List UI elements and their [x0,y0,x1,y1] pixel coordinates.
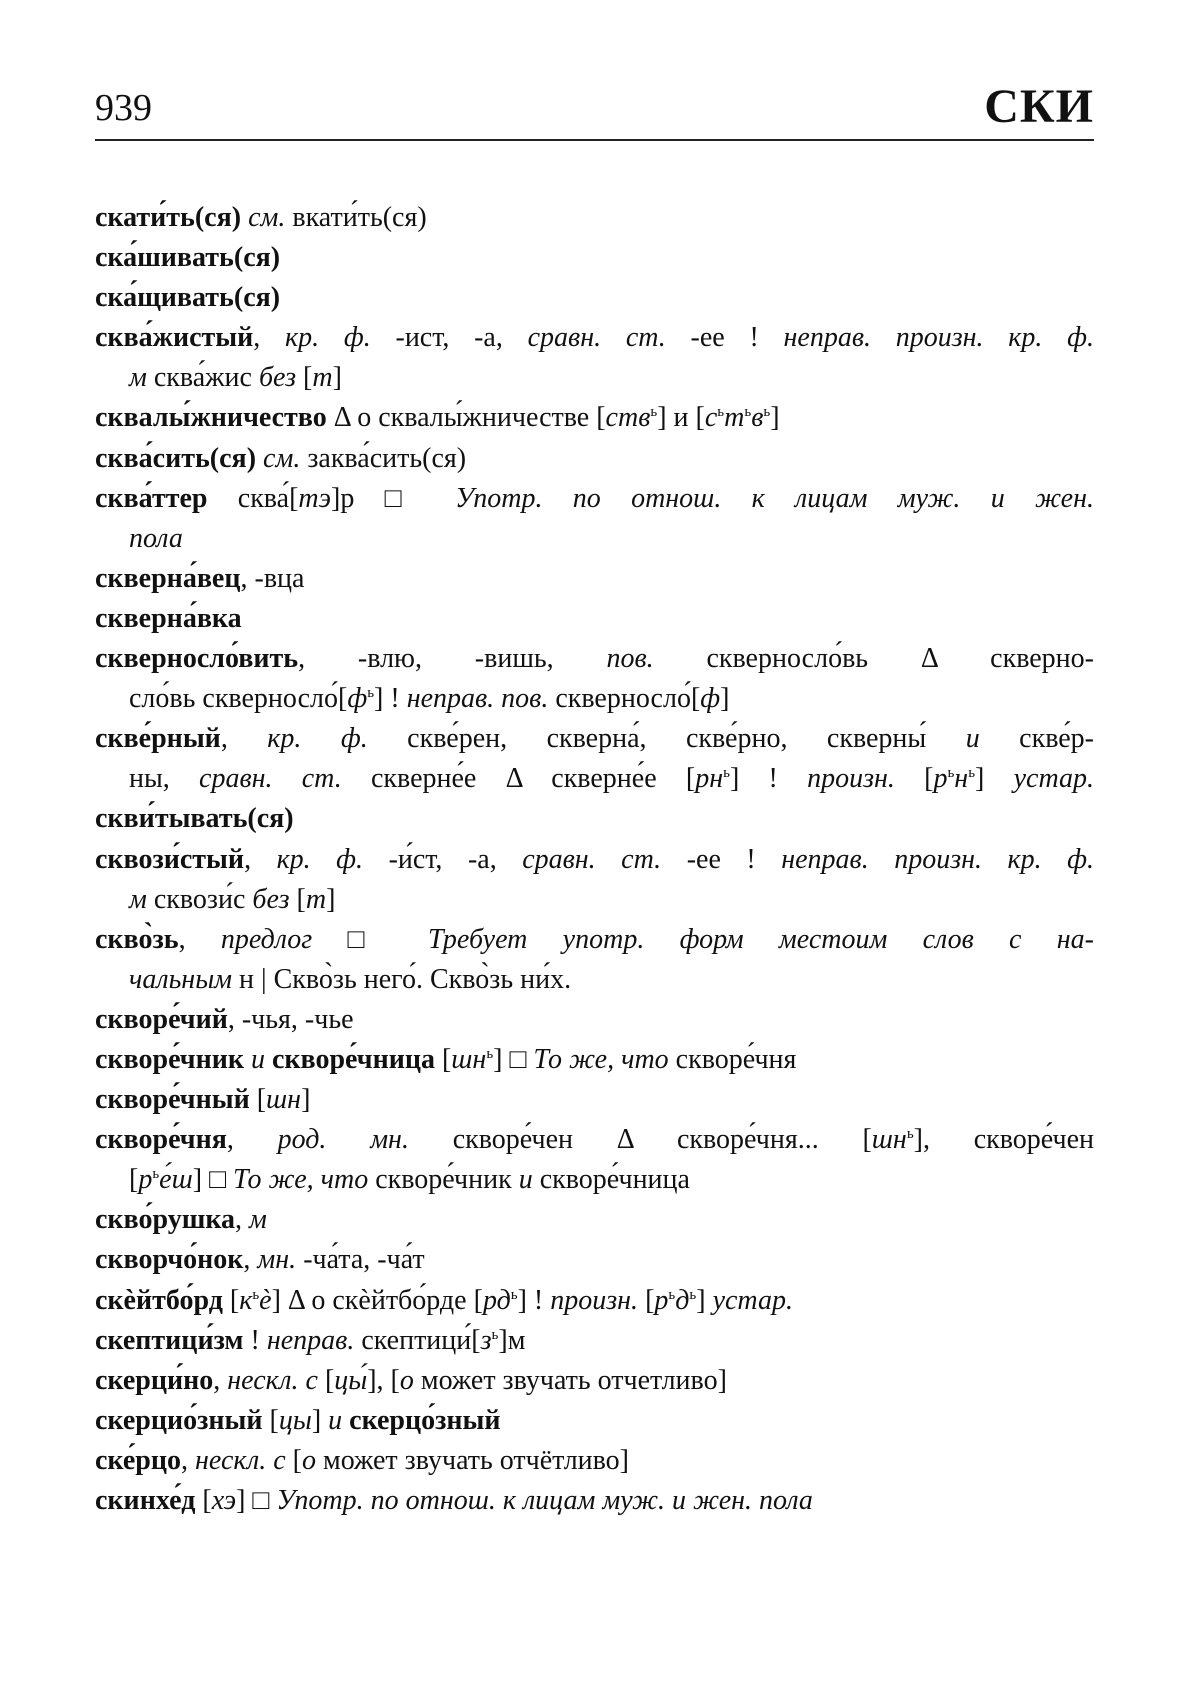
entry-text: сло́вь скверносло́[ [129,683,348,715]
entry-text: сква́[ [207,482,299,514]
entry-text: ] [311,1404,329,1436]
softness-mark: ь [252,1286,260,1303]
italic-label: устар. [712,1284,793,1316]
entry-text: скве́р- [979,723,1094,755]
italic-label: и [328,1404,343,1436]
italic-label: устар. [1013,763,1094,795]
italic-label: нескл. с [195,1444,286,1476]
entry-line [95,1321,1094,1361]
headword: скверносло́вить [95,643,299,675]
headword: скворе́чня [95,1124,227,1156]
entry-text: ] [975,763,1014,795]
softness-mark: ь [486,1045,494,1062]
italic-label: сравн. ст. [199,763,342,795]
italic-label: р [933,763,948,795]
softness-mark: ь [744,404,752,421]
italic-label: т [312,362,333,394]
italic-label: неправ. [266,1324,355,1356]
italic-label: неправ. произн. кр. ф. [781,843,1094,875]
entry-line [95,1000,1094,1040]
italic-label: тэ [298,482,331,514]
entry-text: сквози́с [146,883,253,915]
italic-label: м [129,362,147,394]
entry-text: ] □ [192,1164,233,1196]
softness-mark: ь [668,1286,676,1303]
entry-text: ] и [ [657,402,705,434]
entry-text: ] [696,1284,713,1316]
entry-text: □ [312,923,429,955]
italic-label: неправ. произн. кр. ф. [783,322,1094,354]
entry-text: , -влю, -вишь, [298,643,607,675]
italic-label: з [480,1324,492,1356]
entry-line [95,1120,1094,1160]
headword: скверна́вка [95,602,242,634]
entry-continuation-line [95,679,1094,719]
entry-text: , [226,1124,278,1156]
entry-line [95,1281,1094,1321]
italic-label: шн [451,1043,487,1075]
italic-label: Употр. по отнош. к лицам муж. и жен. [455,482,1094,514]
entry-text: , -вца [240,562,305,594]
entry-line [95,278,1094,318]
italic-label: без [258,362,297,394]
italic-label: чальным [129,963,233,995]
entry-text: ] [720,683,730,715]
italic-label: ѐ [259,1284,272,1316]
entry-text: , [244,843,277,875]
italic-label: м [129,883,147,915]
softness-mark: ь [906,1126,914,1143]
headword: скво̀зь [95,923,179,955]
entry-text: [ [195,1485,212,1516]
entry-text: скверносло́[ [548,683,701,715]
entry-text: , [235,1204,250,1236]
italic-label: о [302,1444,316,1476]
entry-text: ] [332,362,342,394]
entry-text: н | Скво̀зь него́. Скво̀зь ни́х. [232,963,572,995]
italic-label: пов. [606,643,654,675]
softness-mark: ь [689,1286,697,1303]
italic-label: н [954,763,969,795]
headword: скинхе́д [95,1485,196,1516]
softness-mark: ь [650,404,658,421]
entry-text: ] ! [729,763,808,795]
entry-text: , [220,723,268,755]
entry-text: -и́ст, -а, [363,843,523,875]
softness-mark: ь [510,1286,518,1303]
italic-label: цы [278,1404,312,1436]
entry-text: может звучать отчетливо] [413,1364,727,1396]
entry-text: , [178,923,221,955]
italic-label: в [751,402,764,434]
entry-text: скворе́чница [532,1164,690,1196]
entry-text: [ [285,1444,302,1476]
entry-text: -ист, -а, [370,322,528,354]
entry-line [95,439,1094,479]
entry-text: скворе́чня [668,1043,797,1075]
italic-label: р [654,1284,669,1316]
italic-label: род. мн. [277,1124,409,1156]
headword: скворе́чный [95,1084,250,1116]
softness-mark: ь [968,765,976,782]
italic-label: ф [347,683,368,715]
headword: ска́шивать(ся) [95,242,281,274]
entry-line [95,238,1094,278]
entry-line [95,639,1094,679]
italic-label: и [518,1164,533,1196]
entry-text: ] ! [374,683,407,715]
entry-line [95,599,1094,639]
italic-label: Употр. по отнош. к лицам муж. и жен. пола [276,1485,813,1516]
entry-line [95,318,1094,358]
headword: ска́щивать(ся) [95,282,281,314]
entry-continuation-line [95,880,1094,920]
headword: сква́жистый [95,322,254,354]
headword: скерци́но [95,1364,214,1396]
italic-label: нескл. с [227,1364,318,1396]
entry-text: -ее ! [665,322,784,354]
entry-line [95,1200,1094,1240]
headword: скви́тывать(ся) [95,803,294,835]
entry-text: ны, [129,763,200,795]
italic-label: произн. [550,1284,639,1316]
softness-mark: ь [367,685,375,702]
italic-label: кр. ф. [276,843,364,875]
italic-label: неправ. пов. [406,683,549,715]
entry-text: -ча́та, -ча́т [296,1244,425,1276]
entry-line [95,559,1094,599]
entry-continuation-line [95,358,1094,398]
softness-mark: ь [947,765,955,782]
italic-label: см. [241,202,286,233]
italic-label: т [724,402,745,434]
entry-line [95,920,1094,960]
entry-line [95,719,1094,759]
entry-text: , [213,1364,228,1396]
entry-text: ] □ [493,1043,534,1075]
headword: скво́рушка [95,1204,236,1236]
italic-label: предлог [220,923,313,955]
headword: скворчо́нок [95,1244,244,1276]
entry-text: скверносло́вь Δ скверно- [653,643,1094,675]
entry-text: ]м [498,1324,526,1356]
entry-text: ] [770,402,780,434]
entry-text: [ [129,1164,139,1196]
italic-label: м [249,1204,267,1236]
entry-text: скве́рен, скверна́, скве́рно, скверны́ [367,723,966,755]
headword: ске́рцо [95,1444,181,1476]
entry-text: [ [317,1364,335,1396]
headword: скверна́вец [95,562,241,594]
italic-label: хэ [211,1485,237,1516]
entry-text: ] [326,883,336,915]
entry-text: заква́сить(ся) [300,442,467,474]
headword: сква́ттер [95,482,208,514]
italic-label: цы́ [334,1364,368,1396]
entry-text: [ [222,1284,240,1316]
entry-text: [ [894,763,934,795]
italic-label: д [675,1284,690,1316]
italic-label: к [239,1284,253,1316]
entry-line [95,398,1094,438]
headword: скве́рный [95,723,221,755]
entry-text: [ [638,1284,655,1316]
italic-label: т [305,883,327,915]
softness-mark: ь [763,404,771,421]
entry-text: ]р □ [331,482,456,514]
entry-text: ! [243,1324,267,1356]
entry-line [95,799,1094,839]
headword: скворе́чий [95,1003,228,1035]
italic-label: е́ш [159,1164,193,1196]
entry-text: ], [ [367,1364,400,1396]
italic-label: То же, что [233,1164,369,1196]
headword: скворе́чница [271,1043,435,1075]
entry-line [95,1361,1094,1401]
italic-label: Требует употр. форм местоим слов с на- [428,923,1094,955]
running-head: СКИ [984,80,1094,133]
italic-label: рд [482,1284,511,1316]
headword: скѐйтбо́рд [95,1284,223,1316]
entry-text: ] Δ о скѐйтбо́рде [ [271,1284,483,1316]
entry-line [95,1240,1094,1280]
page-number: 939 [95,87,152,129]
entry-text: скверне́е Δ скверне́е [ [341,763,696,795]
entry-text: ] [301,1084,311,1116]
entry-line [95,198,1094,238]
headword: скептици́зм [95,1324,244,1356]
entry-text: вкати́ть(ся) [285,202,427,233]
entry-continuation-line [95,960,1094,1000]
entry-text: [ [434,1043,452,1075]
entry-text: скворе́чен Δ скворе́чня... [ [408,1124,872,1156]
entry-text: скворе́чник [368,1164,519,1196]
entry-text: ], скворе́чен [913,1124,1094,1156]
entry-text: [ [289,883,306,915]
softness-mark: ь [152,1166,160,1183]
entry-continuation-line [95,759,1094,799]
entry-text: скептици́[ [354,1324,481,1356]
entry-line [95,1040,1094,1080]
italic-label: шн [266,1084,302,1116]
entry-line [95,840,1094,880]
entry-text: [ [249,1084,267,1116]
softness-mark: ь [491,1326,499,1343]
headword: сквози́стый [95,843,245,875]
entry-line [95,1080,1094,1120]
header-rule [95,139,1094,141]
italic-label: без [252,883,290,915]
headword: скерцио́зный [95,1404,263,1436]
italic-label: пола [129,522,183,554]
entry-line [95,479,1094,519]
headword: скати́ть(ся) [95,202,242,233]
headword: сквалы́жничество [95,402,327,434]
entry-text: ] □ [236,1485,277,1516]
dictionary-entries [95,198,1094,1521]
headword: скерцо́зный [349,1404,501,1436]
italic-label: ств [605,402,651,434]
italic-label: см. [256,442,301,474]
entry-text: , [243,1244,258,1276]
italic-label: мн. [257,1244,297,1276]
italic-label: кр. ф. [285,322,371,354]
italic-label: рн [695,763,724,795]
italic-label: и [243,1043,272,1075]
italic-label: произн. [807,763,895,795]
italic-label: ф [700,683,721,715]
entry-text: ] ! [517,1284,551,1316]
headword: скворе́чник [95,1043,244,1075]
entry-line [95,1441,1094,1481]
italic-label: и [965,723,980,755]
entry-text: -ее ! [661,843,782,875]
entry-text: может звучать отчётливо] [316,1444,630,1476]
entry-text: сква́жис [146,362,259,394]
italic-label: То же, что [533,1043,669,1075]
softness-mark: ь [717,404,725,421]
softness-mark: ь [723,765,730,782]
italic-label: шн [871,1124,907,1156]
entry-text: Δ о сквалы́жничестве [ [326,402,606,434]
italic-label: р [138,1164,153,1196]
entry-text: , [181,1444,195,1476]
entry-line [95,1401,1094,1441]
entry-text: , -чья, -чье [227,1003,354,1035]
entry-text: [ [296,362,313,394]
italic-label: сравн. ст. [522,843,662,875]
entry-continuation-line [95,519,1094,559]
italic-label: с [704,402,718,434]
entry-continuation-line [95,1160,1094,1200]
italic-label: о [399,1364,414,1396]
entry-line [95,1481,1094,1521]
entry-text: , [253,322,286,354]
italic-label: сравн. ст. [527,322,666,354]
entry-text: [ [262,1404,279,1436]
headword: сква́сить(ся) [95,442,257,474]
italic-label: кр. ф. [267,723,368,755]
